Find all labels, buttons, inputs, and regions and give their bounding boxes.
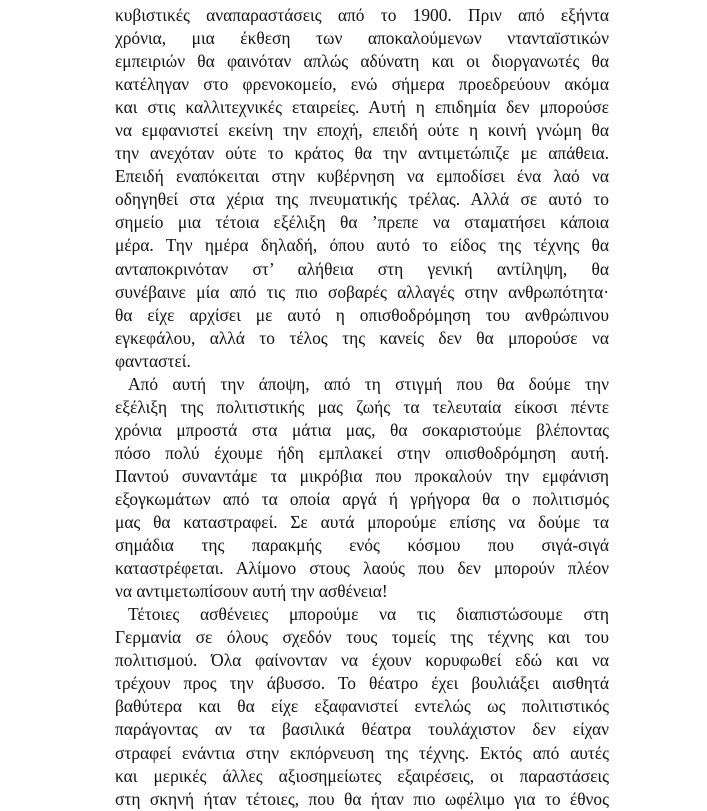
text-line: εξογκωμάτων από τα οποία αργά ή γρήγορα θα ο πολιτισμός bbox=[115, 488, 609, 509]
text-line: σημείο μια τέτοια εξέλιξη θα ’πρεπε να σταματήσει κάποια bbox=[115, 212, 609, 233]
text-line: να εμφανιστεί εκείνη την εποχή, επειδή ούτε η κοινή γνώμη θα bbox=[115, 120, 609, 141]
text-line: μέρα. Την ημέρα δηλαδή, όπου αυτό το είδος της τέχνης θα bbox=[115, 235, 609, 256]
text-line: θα είχε αρχίσει με αυτό η οπισθοδρόμηση του ανθρώπινου bbox=[115, 304, 609, 325]
text-line: συνέβαινε μία από τις πιο σοβαρές αλλαγές στην ανθρωπότητα· bbox=[115, 281, 609, 302]
text-line: χρόνια, μια έκθεση των αποκαλούμενων ντανταïστικών bbox=[115, 28, 609, 49]
text-line: πολιτισμού. Όλα φαίνονταν να έχουν κορυφωθεί εδώ και να bbox=[115, 650, 609, 671]
text-line: εμπειριών θα φαινόταν απλώς αδύνατη και οι διοργανωτές θα bbox=[115, 51, 609, 72]
text-line: καταστρέφεται. Αλίμονο στους λαούς που δεν μπορούν πλέον bbox=[115, 558, 609, 579]
text-line: Γερμανία σε όλους σχεδόν τους τομείς της τέχνης και του bbox=[115, 627, 609, 648]
paragraph bbox=[115, 603, 609, 810]
text-line: κατέληγαν στο φρενοκομείο, ενώ σήμερα προεδρεύουν ακόμα bbox=[115, 74, 609, 95]
text-line: ανταποκρινόταν στ’ αλήθεια στη γενική αντίληψη, θα bbox=[115, 258, 609, 279]
text-line: κυβιστικές αναπαραστάσεις από το 1900. Πριν από εξήντα bbox=[115, 5, 609, 25]
text-line: βαθύτερα και θα είχε εξαφανιστεί εντελώς ως πολιτιστικός bbox=[115, 696, 609, 717]
text-line: να αντιμετωπίσουν αυτή την ασθένεια! bbox=[115, 581, 388, 602]
text-line: και μερικές άλλες αξιοσημείωτες εξαιρέσεις, οι παραστάσεις bbox=[115, 765, 609, 786]
paragraph bbox=[115, 373, 609, 603]
text-line: Τέτοιες ασθένειες μπορούμε να τις διαπιστώσουμε στη bbox=[128, 604, 609, 625]
text-line: εξέλιξη της πολιτιστικής μας ζωής τα τελευταία είκοσι πέντε bbox=[115, 396, 609, 417]
text-line: Επειδή εναπόκειται στην κυβέρνηση να εμποδίσει ένα λαό να bbox=[115, 166, 609, 187]
text-line: Παντού συναντάμε τα μικρόβια που προκαλούν την εμφάνιση bbox=[115, 465, 609, 486]
text-line: πόσο πολύ έχουμε ήδη εμπλακεί στην οπισθοδρόμηση αυτή. bbox=[115, 442, 609, 463]
text-line: εγκεφάλου, αλλά το τέλος της κανείς δεν θα μπορούσε να bbox=[115, 327, 609, 348]
text-line: μας θα καταστραφεί. Σε αυτά μπορούμε επίσης να δούμε τα bbox=[115, 512, 609, 533]
text-line: οδηγηθεί στα χέρια της πνευματικής τρέλας. Αλλά σε αυτό το bbox=[115, 189, 609, 210]
text-line: χρόνια μπροστά στα μάτια μας, θα σοκαριστούμε βλέποντας bbox=[115, 419, 609, 440]
text-line: Από αυτή την άποψη, από τη στιγμή που θα δούμε την bbox=[128, 373, 609, 394]
text-line: και στις καλλιτεχνικές εταιρείες. Αυτή η επιδημία δεν μπορούσε bbox=[115, 97, 609, 118]
text-line: τρέχουν προς την άβυσσο. Το θέατρο έχει βουλιάξει αισθητά bbox=[115, 673, 609, 694]
paragraph bbox=[115, 4, 609, 373]
text-line: παράγοντας αν τα βασιλικά θέατρα τουλάχιστον δεν είχαν bbox=[115, 719, 609, 740]
text-line: στη σκηνή ήταν τέτοιες, που θα ήταν πιο ωφέλιμο για το έθνος bbox=[115, 788, 609, 809]
text-line: στραφεί ενάντια στην εκπόρνευση της τέχνης. Εκτός από αυτές bbox=[115, 742, 609, 763]
text-line: σημάδια της παρακμής ενός κόσμου που σιγά-σιγά bbox=[115, 535, 609, 556]
text-line: την ανεχόταν ούτε το κράτος θα την αντιμετώπιζε με απάθεια. bbox=[115, 143, 609, 164]
body-text bbox=[115, 4, 609, 811]
text-line: φανταστεί. bbox=[115, 350, 191, 371]
